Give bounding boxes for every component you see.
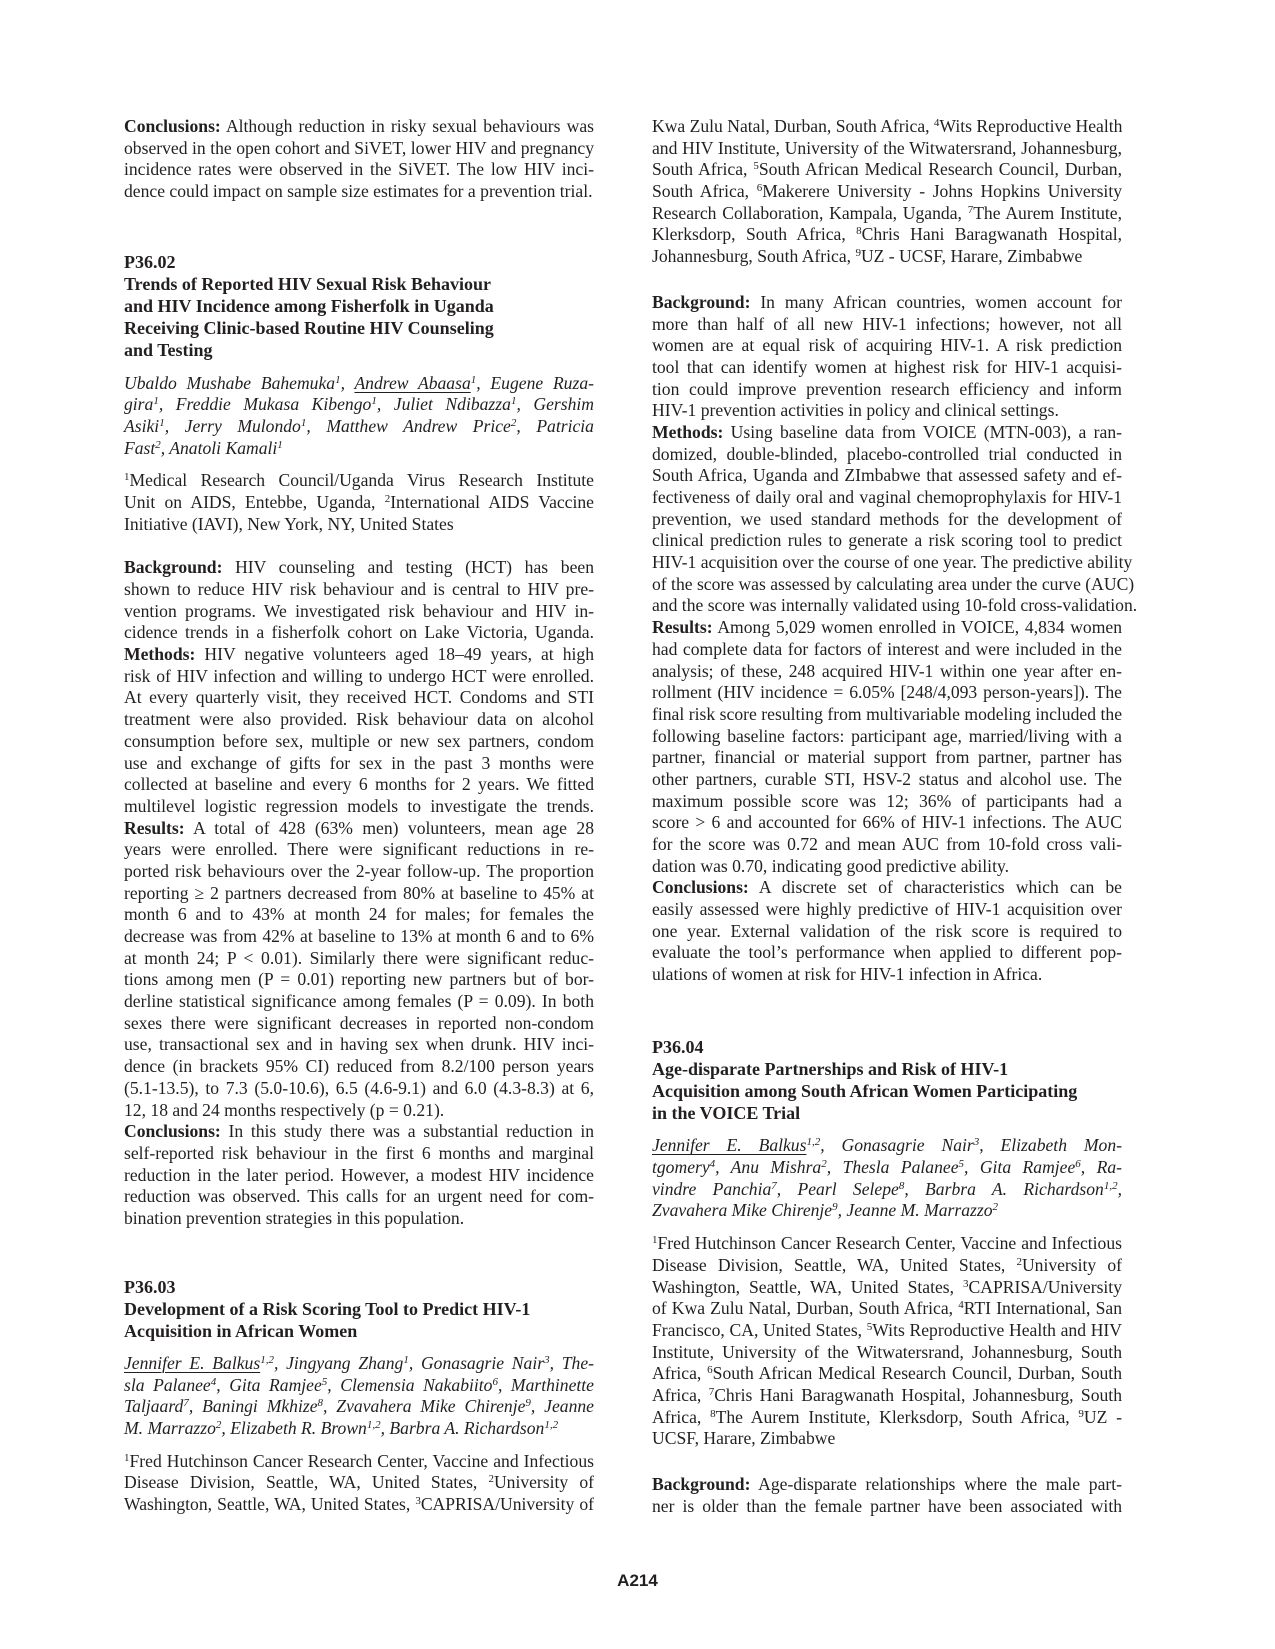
affiliation-line: UCSF, Harare, Zimbabwe (652, 1428, 836, 1449)
text-line: Background: HIV counseling and testing (HCT) has been (124, 557, 594, 578)
text-line: fectiveness of daily oral and vaginal chemoprophylaxis for HIV-1 (652, 487, 1122, 507)
abstract-id: P36.04 (652, 1036, 704, 1057)
abstract-title-line: Development of a Risk Scoring Tool to Predict HIV-1 (124, 1298, 531, 1319)
text-line: use and exchange of gifts for sex in the past 3 months were (124, 752, 594, 773)
text-line: sexes there were significant decreases in reported non-condom (124, 1012, 594, 1033)
abstract-p36-03 (124, 1276, 594, 1516)
section-label: Background: (652, 291, 751, 312)
text-line: vention programs. We investigated risk behaviour and HIV in- (124, 600, 594, 621)
text-line: reporting ≥ 2 partners decreased from 80% at baseline to 45% at (124, 882, 594, 903)
text-line: women are at equal risk of acquiring HIV-1. A risk prediction (652, 335, 1122, 356)
abstract-title-line: Age-disparate Partnerships and Risk of HIV-1 (652, 1058, 1009, 1079)
abstract-title-line: in the VOICE Trial (652, 1103, 801, 1124)
author-line: Fast$^2$, Anatoli Kamali$^1$ (124, 437, 283, 458)
author-line: sla Palanee$^4$, Gita Ramjee$^5$, Clemensia Nakabiito$^6$, Marthinette (124, 1374, 594, 1395)
text-line: score > 6 and accounted for 66% of HIV-1 infections. The AUC (652, 812, 1122, 833)
affiliation-line: Disease Division, Seattle, WA, United States, $^2$University of (124, 1472, 594, 1493)
abstract-title-line: and Testing (124, 340, 213, 361)
text-line: Results: A total of 428 (63% men) volunteers, mean age 28 (124, 817, 594, 838)
section-label: Results: (124, 817, 185, 838)
spacer (652, 986, 1122, 1030)
affiliations (652, 116, 1122, 268)
abstract-p36-03-continued (652, 116, 1138, 986)
text-line: self-reported risk behaviour in the first 6 months and marginal (124, 1142, 594, 1163)
text-line: collected at baseline and every 6 months for 2 years. We fitted (124, 774, 594, 795)
text-line: ported risk behaviours over the 2-year follow-up. The proportion (124, 860, 594, 881)
text-line: risk of HIV infection and willing to undergo HCT were enrolled. (124, 665, 594, 686)
author-line: Jennifer E. Balkus$^{1,2}$, Gonasagrie Nair$^3$, Elizabeth Mon- (652, 1135, 1122, 1156)
abstract-title-line: Acquisition among South African Women Participating (652, 1081, 1078, 1101)
affiliation-line: Research Collaboration, Kampala, Uganda, $^7$The Aurem Institute, (652, 202, 1123, 223)
text-line: for the score was 0.72 and mean AUC from 10-fold cross vali- (652, 834, 1122, 854)
text-line: at month 24; P < 0.01). Similarly there were significant reduc- (124, 947, 594, 968)
page-number: A214 (617, 1571, 658, 1590)
text-line: dence (in brackets 95% CI) reduced from 8.2/100 person years (124, 1056, 594, 1077)
text-line: easily assessed were highly predictive of HIV-1 acquisition over (652, 899, 1122, 920)
author-line: Ubaldo Mushabe Bahemuka$^1$, Andrew Abaasa$^1$, Eugene Ruza- (124, 372, 594, 393)
abstract-title-line: Acquisition in African Women (124, 1320, 358, 1341)
text-line: analysis; of these, 248 acquired HIV-1 within one year after en- (652, 660, 1122, 681)
text-line: consumption before sex, multiple or new sex partners, condom (124, 730, 594, 751)
spacer (124, 1230, 594, 1274)
author-list (124, 373, 594, 460)
author-line: Jennifer E. Balkus$^{1,2}$, Jingyang Zhang$^1$, Gonasagrie Nair$^3$, The- (124, 1353, 594, 1373)
affiliation-line: South Africa, $^5$South African Medical Research Council, Durban, (652, 159, 1123, 180)
text-line: Background: Age-disparate relationships where the male part- (652, 1474, 1122, 1494)
author-line: gira$^1$, Freddie Mukasa Kibengo$^1$, Juliet Ndibazza$^1$, Gershim (124, 394, 594, 415)
text-line: more than half of all new HIV-1 infections; however, not all (652, 313, 1122, 334)
text-line: following baseline factors: participant age, married/living with a (652, 725, 1122, 746)
abstract-p36-02 (124, 251, 594, 1230)
text-line: decrease was from 42% at baseline to 13% at month 6 and to 6% (124, 926, 594, 946)
text-line: had complete data for factors of interest and were included in the (652, 638, 1122, 659)
affiliation-line: $^1$Fred Hutchinson Cancer Research Center, Vaccine and Infectious (652, 1233, 1122, 1254)
presenting-author: Jennifer E. Balkus (652, 1135, 807, 1156)
text-line: Conclusions: Although reduction in risky sexual behaviours was (124, 116, 594, 136)
abstract-body (652, 291, 1138, 986)
affiliation-line: Francisco, CA, United States, $^5$Wits Reproductive Health and HIV (652, 1319, 1122, 1340)
abstract-body (124, 557, 594, 1229)
text-line: ulations of women at risk for HIV-1 infection in Africa. (652, 964, 1043, 985)
abstract-title-line: and HIV Incidence among Fisherfolk in Uganda (124, 295, 494, 316)
text-line: Methods: HIV negative volunteers aged 18–49 years, at high (124, 644, 594, 665)
affiliation-line: Kwa Zulu Natal, Durban, South Africa, $^4$Wits Reproductive Health (652, 116, 1123, 136)
affiliation-line: $^1$Medical Research Council/Uganda Virus Research Institute (124, 470, 594, 491)
text-line: reduction in the later period. However, a modest HIV incidence (124, 1164, 594, 1185)
section-label: Conclusions: (124, 116, 221, 136)
text-line: tool that can identify women at highest risk for HIV-1 acquisi- (652, 356, 1122, 377)
text-line: tions among men (P = 0.01) reporting new partners but of bor- (124, 969, 594, 990)
text-line: Methods: Using baseline data from VOICE (MTN-003), a ran- (652, 421, 1122, 442)
section-label: Results: (652, 617, 713, 638)
affiliations (652, 1233, 1122, 1450)
presenting-author: Jennifer E. Balkus (124, 1353, 261, 1373)
abstract-p36-04 (652, 1036, 1122, 1518)
text-line: derline statistical significance among females (P = 0.09). In both (124, 991, 594, 1012)
author-line: Zvavahera Mike Chirenje$^9$, Jeanne M. Marrazzo$^2$ (652, 1200, 999, 1221)
right-column (652, 116, 1138, 1517)
text-line: 12, 18 and 24 months respectively (p = 0.21). (124, 1099, 445, 1120)
affiliation-line: Africa, $^7$Chris Hani Baragwanath Hospital, Johannesburg, South (652, 1384, 1122, 1405)
text-line: other partners, curable STI, HSV-2 status and alcohol use. The (652, 768, 1122, 789)
affiliation-line: and HIV Institute, University of the Witwatersrand, Johannesburg, (652, 137, 1122, 158)
text-line: multilevel logistic regression models to investigate the trends. (124, 795, 594, 816)
text-line: use, transactional sex and in having sex when drunk. HIV inci- (124, 1034, 594, 1055)
text-line: of the score was assessed by calculating area under the curve (AUC) (652, 573, 1135, 594)
text-line: prevention, we used standard methods for the development of (652, 508, 1122, 529)
affiliation-line: Unit on AIDS, Entebbe, Uganda, $^2$International AIDS Vaccine (124, 491, 594, 512)
abstract-title-line: Receiving Clinic-based Routine HIV Counseling (124, 318, 494, 339)
text-line: clinical prediction rules to generate a risk scoring tool to predict (652, 530, 1122, 551)
text-line: Background: In many African countries, women account for (652, 291, 1122, 312)
text-line: rollment (HIV incidence = 6.05% [248/4,093 person-years]). The (652, 682, 1122, 703)
text-line: final risk score resulting from multivariable modeling included the (652, 703, 1122, 724)
abstract-body (652, 1474, 1122, 1517)
text-line: month 6 and to 43% at month 24 for males; for females the (124, 904, 594, 925)
section-label: Background: (124, 557, 223, 578)
affiliation-line: South Africa, $^6$Makerere University - Johns Hopkins University (652, 181, 1123, 202)
author-line: M. Marrazzo$^2$, Elizabeth R. Brown$^{1,2}$, Barbra A. Richardson$^{1,2}$ (124, 1418, 559, 1439)
text-line: Results: Among 5,029 women enrolled in VOICE, 4,834 women (652, 617, 1122, 638)
text-line: shown to reduce HIV risk behaviour and is central to HIV pre- (124, 579, 594, 599)
affiliation-line: Disease Division, Seattle, WA, United States, $^2$University of (652, 1254, 1122, 1275)
affiliation-line: of Kwa Zulu Natal, Durban, South Africa, $^4$RTI International, San (652, 1298, 1122, 1319)
text-line: (5.1-13.5), to 7.3 (5.0-10.6), 6.5 (4.6-9.1) and 6.0 (4.3-8.3) at 6, (124, 1077, 594, 1098)
section-label: Methods: (124, 644, 196, 665)
affiliation-line: $^1$Fred Hutchinson Cancer Research Center, Vaccine and Infectious (124, 1450, 594, 1471)
section-label: Background: (652, 1474, 751, 1494)
text-line: Conclusions: In this study there was a substantial reduction in (124, 1121, 594, 1142)
affiliation-line: Johannesburg, South Africa, $^9$UZ - UCSF, Harare, Zimbabwe (652, 246, 1083, 267)
text-line: South Africa, Uganda and ZImbabwe that assessed safety and ef- (652, 465, 1122, 486)
text-line: dence could impact on sample size estimates for a prevention trial. (124, 181, 593, 202)
abstract-id: P36.02 (124, 251, 176, 272)
text-line: and the score was internally validated using 10-fold cross-validation. (652, 595, 1138, 616)
text-line: reduction was observed. This calls for an urgent need for com- (124, 1186, 594, 1207)
previous-abstract-conclusions (124, 116, 594, 203)
left-column (124, 116, 594, 1516)
affiliations (124, 1451, 594, 1516)
text-line: cidence trends in a fisherfolk cohort on Lake Victoria, Uganda. (124, 622, 594, 643)
affiliation-line: Africa, $^8$The Aurem Institute, Klerksdorp, South Africa, $^9$UZ - (652, 1406, 1122, 1427)
abstract-id: P36.03 (124, 1276, 176, 1297)
spacer (124, 203, 594, 247)
presenting-author: Andrew Abaasa (354, 372, 471, 393)
text-line: years were enrolled. There were significant reductions in re- (124, 839, 594, 860)
affiliation-line: Initiative (IAVI), New York, NY, United States (124, 513, 454, 534)
affiliation-line: Washington, Seattle, WA, United States, $^3$CAPRISA/University (652, 1276, 1122, 1297)
text-line: ner is older than the female partner have been associated with (652, 1495, 1122, 1516)
text-line: treatment were also provided. Risk behaviour data on alcohol (124, 709, 594, 730)
text-line: one year. External validation of the risk score is required to (652, 920, 1122, 941)
section-label: Methods: (652, 421, 724, 442)
text-line: maximum possible score was 12; 36% of participants had a (652, 790, 1122, 811)
text-line: At every quarterly visit, they received HCT. Condoms and STI (124, 687, 594, 708)
author-list (124, 1353, 594, 1440)
text-line: bination prevention strategies in this population. (124, 1207, 465, 1228)
text-line: Conclusions: A discrete set of characteristics which can be (652, 877, 1122, 898)
affiliation-line: Klerksdorp, South Africa, $^8$Chris Hani Baragwanath Hospital, (652, 224, 1122, 245)
text-line: partner, financial or material support from partner, partner has (652, 747, 1122, 768)
author-line: tgomery$^4$, Anu Mishra$^2$, Thesla Palanee$^5$, Gita Ramjee$^6$, Ra- (652, 1157, 1123, 1178)
text-line: dation was 0.70, indicating good predictive ability. (652, 855, 1010, 876)
text-line: observed in the open cohort and SiVET, lower HIV and pregnancy (124, 137, 594, 158)
affiliation-line: Washington, Seattle, WA, United States, $^3$CAPRISA/University of (124, 1494, 594, 1515)
abstract-title-line: Trends of Reported HIV Sexual Risk Behaviour (124, 273, 492, 294)
text-line: domized, double-blinded, placebo-controlled trial conducted in (652, 443, 1122, 464)
text-line: incidence rates were observed in the SiVET. The low HIV inci- (124, 159, 594, 180)
text-line: evaluate the tool’s performance when applied to different pop- (652, 942, 1122, 963)
affiliation-line: Africa, $^6$South African Medical Research Council, Durban, South (652, 1363, 1122, 1384)
author-line: vindre Panchia$^7$, Pearl Selepe$^8$, Barbra A. Richardson$^{1,2}$, (652, 1178, 1122, 1199)
text-line: tion could improve prevention research efficiency and inform (652, 378, 1122, 399)
affiliations (124, 470, 594, 535)
section-label: Conclusions: (124, 1121, 221, 1142)
text-line: HIV-1 acquisition over the course of one year. The predictive ability (652, 552, 1133, 573)
section-label: Conclusions: (652, 877, 749, 898)
affiliation-line: Institute, University of the Witwatersrand, Johannesburg, South (652, 1341, 1122, 1362)
author-list (652, 1135, 1122, 1222)
author-line: Taljaard$^7$, Baningi Mkhize$^8$, Zvavahera Mike Chirenje$^9$, Jeanne (124, 1396, 594, 1417)
text-line: HIV-1 prevention activities in policy and clinical settings. (652, 400, 1059, 421)
author-line: Asiki$^1$, Jerry Mulondo$^1$, Matthew Andrew Price$^2$, Patricia (124, 415, 594, 436)
